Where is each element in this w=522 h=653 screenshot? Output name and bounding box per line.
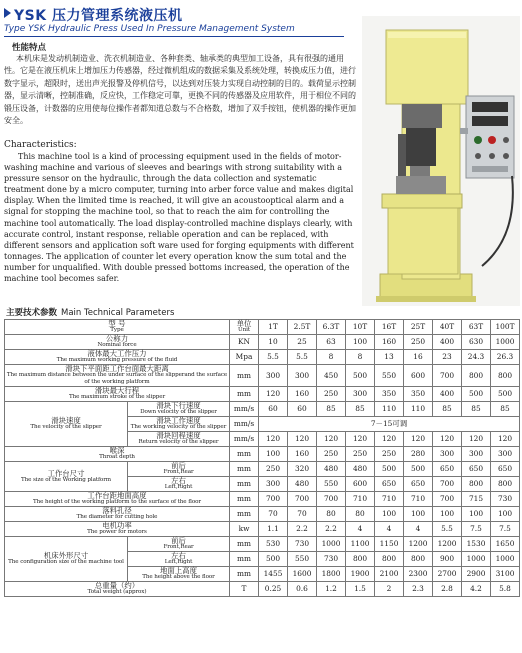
param-label-zh: 滑块工作速度 bbox=[156, 416, 201, 425]
model-header: 6.3T bbox=[317, 320, 346, 335]
value-cell: 7.5 bbox=[462, 522, 491, 537]
value-cell: 4 bbox=[404, 522, 433, 537]
value-cell: 730 bbox=[288, 537, 317, 552]
value-cell: 800 bbox=[404, 552, 433, 567]
table-row bbox=[5, 387, 520, 402]
title-divider bbox=[4, 36, 344, 37]
value-cell: 400 bbox=[433, 387, 462, 402]
tech-heading-zh: 主要技术参数 bbox=[6, 308, 58, 318]
value-cell: 120 bbox=[317, 432, 346, 447]
value-cell: 0.6 bbox=[288, 582, 317, 597]
value-cell: 1200 bbox=[433, 537, 462, 552]
param-label-en: The height of the working platform to the surface of the floor bbox=[33, 499, 201, 505]
value-cell: 120 bbox=[375, 432, 404, 447]
value-cell: 5.5 bbox=[259, 350, 288, 365]
value-cell: 650 bbox=[462, 462, 491, 477]
value-cell: 700 bbox=[317, 492, 346, 507]
features-heading: 性能特点 bbox=[12, 43, 47, 53]
value-cell: 0.25 bbox=[259, 582, 288, 597]
value-cell: 1455 bbox=[259, 567, 288, 582]
value-cell: 650 bbox=[375, 477, 404, 492]
value-cell: 160 bbox=[375, 335, 404, 350]
value-cell: 250 bbox=[404, 335, 433, 350]
value-cell: 250 bbox=[259, 462, 288, 477]
type-header-en: Type bbox=[110, 327, 124, 333]
value-cell: 110 bbox=[404, 402, 433, 417]
model-header: 40T bbox=[433, 320, 462, 335]
param-label-en: Front,Rear bbox=[163, 544, 194, 550]
value-cell: 7.5 bbox=[491, 522, 520, 537]
value-cell: 80 bbox=[346, 507, 375, 522]
unit-cell: mm bbox=[230, 477, 259, 492]
unit-cell: T bbox=[230, 582, 259, 597]
table-row bbox=[5, 402, 520, 417]
value-cell: 1.2 bbox=[317, 582, 346, 597]
value-cell: 100 bbox=[433, 507, 462, 522]
value-cell: 1000 bbox=[491, 335, 520, 350]
value-cell: 1100 bbox=[346, 537, 375, 552]
param-label bbox=[127, 552, 229, 567]
value-cell: 2.3 bbox=[404, 582, 433, 597]
value-cell: 450 bbox=[317, 365, 346, 387]
value-cell: 550 bbox=[375, 365, 404, 387]
param-label-en: Total weight (approx) bbox=[87, 589, 147, 595]
param-label-zh: 左右 bbox=[171, 551, 186, 560]
value-cell: 800 bbox=[375, 552, 404, 567]
value-cell: 26.3 bbox=[491, 350, 520, 365]
value-cell: 85 bbox=[491, 402, 520, 417]
characteristics-heading: Characteristics: bbox=[4, 140, 77, 150]
value-cell: 500 bbox=[375, 462, 404, 477]
value-cell: 500 bbox=[404, 462, 433, 477]
value-cell: 80 bbox=[317, 507, 346, 522]
value-cell: 100 bbox=[462, 507, 491, 522]
unit-cell: mm bbox=[230, 387, 259, 402]
group-label-en: The configuration size of the machine tool bbox=[8, 559, 124, 565]
value-cell: 110 bbox=[375, 402, 404, 417]
value-cell: 8 bbox=[317, 350, 346, 365]
value-cell: 1.1 bbox=[259, 522, 288, 537]
value-cell: 700 bbox=[433, 492, 462, 507]
value-cell: 2 bbox=[375, 582, 404, 597]
title-marker-icon bbox=[4, 8, 11, 18]
span-value-cell: 7－15可调 bbox=[259, 417, 520, 432]
value-cell: 250 bbox=[375, 447, 404, 462]
value-cell: 120 bbox=[288, 432, 317, 447]
param-label-zh: 滑块回程速度 bbox=[156, 431, 201, 440]
value-cell: 800 bbox=[491, 365, 520, 387]
unit-cell: mm bbox=[230, 537, 259, 552]
group-label-en: The velocity of the slipper bbox=[30, 424, 102, 430]
value-cell: 800 bbox=[491, 477, 520, 492]
unit-cell: Mpa bbox=[230, 350, 259, 365]
param-label bbox=[127, 402, 229, 417]
param-label bbox=[5, 335, 230, 350]
value-cell: 2100 bbox=[375, 567, 404, 582]
param-label bbox=[127, 417, 229, 432]
model-header: 100T bbox=[491, 320, 520, 335]
value-cell: 480 bbox=[317, 462, 346, 477]
value-cell: 550 bbox=[317, 477, 346, 492]
table-row bbox=[5, 350, 520, 365]
value-cell: 2700 bbox=[433, 567, 462, 582]
value-cell: 25 bbox=[288, 335, 317, 350]
param-label-zh: 滑块最大行程 bbox=[94, 386, 140, 395]
value-cell: 300 bbox=[288, 365, 317, 387]
table-row bbox=[5, 365, 520, 387]
table-row bbox=[5, 447, 520, 462]
value-cell: 160 bbox=[288, 447, 317, 462]
tech-heading-en: Main Technical Parameters bbox=[61, 308, 175, 318]
param-label-en: Return velocity of the slipper bbox=[138, 439, 219, 445]
value-cell: 250 bbox=[317, 387, 346, 402]
value-cell: 480 bbox=[288, 477, 317, 492]
param-label-zh: 地面上高度 bbox=[160, 566, 197, 575]
param-label bbox=[5, 447, 230, 462]
unit-cell: kw bbox=[230, 522, 259, 537]
spec-table bbox=[4, 319, 520, 597]
unit-cell: mm bbox=[230, 492, 259, 507]
group-label-zh: 工作台尺寸 bbox=[47, 468, 85, 478]
param-label-en: The power for motors bbox=[87, 529, 147, 535]
unit-cell: mm bbox=[230, 365, 259, 387]
type-header-zh: 型 号 bbox=[108, 319, 126, 328]
features-text-en: This machine tool is a kind of processing equipment used in the fields of motor-washing machine and various of sleeves and bearings with strong suitability with a pressure sensor on the hydraulic, through the data collection and systematic treatment done by a micro computer, turning into arber force value and makes digital display. When the limited time is reached, it will give an acoustooptical alarm and a signal for stopping the machine tool, so that to reach the aim for controlling the machine tool automatically. The load display-controlled machine displays clearly, with accurate control, instant response, reliable operation and can be replaced, with different sensors and application soft ware used for forging equipments with different tonnages. The application of counter let every operation know the sum total and the number for unqualified. With double pressed bottoms increased, the operation of the machine tool becomes safer. bbox=[4, 152, 354, 284]
value-cell: 350 bbox=[375, 387, 404, 402]
value-cell: 2.8 bbox=[433, 582, 462, 597]
param-label bbox=[127, 567, 229, 582]
value-cell: 2.2 bbox=[288, 522, 317, 537]
unit-cell: mm/s bbox=[230, 402, 259, 417]
value-cell: 1530 bbox=[462, 537, 491, 552]
value-cell: 650 bbox=[491, 462, 520, 477]
value-cell: 2900 bbox=[462, 567, 491, 582]
value-cell: 100 bbox=[404, 507, 433, 522]
value-cell: 1000 bbox=[491, 552, 520, 567]
group-label-zh: 滑块速度 bbox=[51, 416, 81, 425]
value-cell: 500 bbox=[491, 387, 520, 402]
value-cell: 70 bbox=[259, 507, 288, 522]
features-text-zh: 本机床是发动机制造业、洗衣机制造业、各种套类、轴承类的典型加工设备，具有很强的通用性。它是在液压机床上增加压力传感器，经过微机组成的数据采集及系统处理，转换成压力值，进行数字显示，超限时，送出声光报警及停机信号，以达到对压装力实现自动控制的目的。载荷显示控制器，显示清晰，控制准确，反应快，工作稳定可靠，更换不同的传感器及应用软件，用于相位不同的锻压设备，计数器的应用使每位操作者都知道总数与不合格数，增加了双手按钮，使机器的操作更加安全。 bbox=[4, 54, 356, 126]
value-cell: 1000 bbox=[462, 552, 491, 567]
table-row bbox=[5, 522, 520, 537]
value-cell: 24.3 bbox=[462, 350, 491, 365]
param-label-en: The working velocity of the slipper bbox=[130, 424, 227, 430]
param-label-en: The height above the floor bbox=[142, 574, 215, 580]
param-label-zh: 工作台距地面高度 bbox=[87, 491, 147, 500]
value-cell: 530 bbox=[259, 537, 288, 552]
value-cell: 715 bbox=[462, 492, 491, 507]
value-cell: 8 bbox=[346, 350, 375, 365]
param-label-zh: 公称力 bbox=[105, 334, 129, 343]
value-cell: 500 bbox=[462, 387, 491, 402]
value-cell: 23 bbox=[433, 350, 462, 365]
value-cell: 10 bbox=[259, 335, 288, 350]
unit-cell: KN bbox=[230, 335, 259, 350]
value-cell: 1650 bbox=[491, 537, 520, 552]
param-label-zh: 喉深 bbox=[109, 446, 125, 455]
value-cell: 300 bbox=[346, 387, 375, 402]
value-cell: 800 bbox=[462, 365, 491, 387]
page-subtitle: Type YSK Hydraulic Press Used In Pressure Management System bbox=[4, 24, 295, 34]
value-cell: 500 bbox=[259, 552, 288, 567]
value-cell: 1000 bbox=[317, 537, 346, 552]
value-cell: 120 bbox=[404, 432, 433, 447]
value-cell: 160 bbox=[288, 387, 317, 402]
unit-header-zh: 单位 bbox=[236, 319, 252, 328]
param-label-zh: 前后 bbox=[171, 461, 186, 470]
value-cell: 5.5 bbox=[288, 350, 317, 365]
model-header: 63T bbox=[462, 320, 491, 335]
value-cell: 500 bbox=[346, 365, 375, 387]
param-label-en: Left,Right bbox=[164, 559, 193, 565]
model-header: 1T bbox=[259, 320, 288, 335]
value-cell: 5.5 bbox=[433, 522, 462, 537]
value-cell: 1150 bbox=[375, 537, 404, 552]
param-label-en: The maximum stroke of the slipper bbox=[68, 394, 166, 400]
table-row bbox=[5, 507, 520, 522]
table-row bbox=[5, 462, 520, 477]
param-label-en: Front,Rear bbox=[163, 469, 194, 475]
value-cell: 120 bbox=[259, 387, 288, 402]
param-label bbox=[127, 432, 229, 447]
param-label-en: Throat depth bbox=[99, 454, 135, 460]
value-cell: 1.5 bbox=[346, 582, 375, 597]
value-cell: 300 bbox=[259, 477, 288, 492]
value-cell: 320 bbox=[288, 462, 317, 477]
table-row bbox=[5, 492, 520, 507]
param-label bbox=[5, 522, 230, 537]
value-cell: 1900 bbox=[346, 567, 375, 582]
param-label-zh: 电机功率 bbox=[102, 521, 132, 530]
value-cell: 250 bbox=[317, 447, 346, 462]
type-header bbox=[5, 320, 230, 335]
group-label bbox=[5, 462, 128, 492]
unit-cell: mm bbox=[230, 447, 259, 462]
value-cell: 900 bbox=[433, 552, 462, 567]
value-cell: 350 bbox=[404, 387, 433, 402]
param-label-zh: 液体最大工作压力 bbox=[87, 349, 147, 358]
model-header: 16T bbox=[375, 320, 404, 335]
param-label bbox=[5, 582, 230, 597]
value-cell: 4 bbox=[346, 522, 375, 537]
value-cell: 1800 bbox=[317, 567, 346, 582]
value-cell: 730 bbox=[317, 552, 346, 567]
param-label-en: Down velocity of the slipper bbox=[140, 409, 217, 415]
unit-cell: mm bbox=[230, 462, 259, 477]
value-cell: 300 bbox=[491, 447, 520, 462]
value-cell: 600 bbox=[404, 365, 433, 387]
value-cell: 400 bbox=[433, 335, 462, 350]
value-cell: 280 bbox=[404, 447, 433, 462]
value-cell: 1600 bbox=[288, 567, 317, 582]
param-label-en: The diameter for cutting hole bbox=[76, 514, 158, 520]
value-cell: 650 bbox=[433, 462, 462, 477]
value-cell: 70 bbox=[288, 507, 317, 522]
group-label-en: The size of the Working platform bbox=[20, 476, 111, 483]
param-label bbox=[5, 492, 230, 507]
value-cell: 4 bbox=[375, 522, 404, 537]
group-label-zh: 机床外形尺寸 bbox=[43, 551, 89, 560]
value-cell: 700 bbox=[433, 365, 462, 387]
value-cell: 710 bbox=[346, 492, 375, 507]
param-label-zh: 总重量（约） bbox=[94, 581, 140, 590]
unit-cell: mm bbox=[230, 507, 259, 522]
value-cell: 100 bbox=[375, 507, 404, 522]
param-label bbox=[5, 365, 230, 387]
table-row bbox=[5, 335, 520, 350]
unit-header-en: Unit bbox=[238, 327, 250, 333]
value-cell: 85 bbox=[462, 402, 491, 417]
value-cell: 120 bbox=[433, 432, 462, 447]
group-label bbox=[5, 537, 128, 582]
param-label-en: The maximum distance between the under surface of the slipperand the surface of the working platform bbox=[6, 372, 228, 385]
unit-cell: mm/s bbox=[230, 432, 259, 447]
value-cell: 710 bbox=[404, 492, 433, 507]
value-cell: 100 bbox=[259, 447, 288, 462]
page-title: YSK 压力管理系统液压机 bbox=[14, 8, 183, 24]
value-cell: 800 bbox=[462, 477, 491, 492]
value-cell: 63 bbox=[317, 335, 346, 350]
unit-header bbox=[230, 320, 259, 335]
table-row bbox=[5, 582, 520, 597]
unit-cell: mm bbox=[230, 567, 259, 582]
param-label-zh: 滑块下行速度 bbox=[156, 401, 201, 410]
hydraulic-press-photo bbox=[362, 16, 520, 306]
unit-cell: mm bbox=[230, 552, 259, 567]
value-cell: 630 bbox=[462, 335, 491, 350]
value-cell: 300 bbox=[462, 447, 491, 462]
param-label bbox=[5, 507, 230, 522]
model-header: 10T bbox=[346, 320, 375, 335]
value-cell: 13 bbox=[375, 350, 404, 365]
value-cell: 550 bbox=[288, 552, 317, 567]
value-cell: 1200 bbox=[404, 537, 433, 552]
value-cell: 85 bbox=[346, 402, 375, 417]
model-header: 2.5T bbox=[288, 320, 317, 335]
value-cell: 85 bbox=[433, 402, 462, 417]
value-cell: 120 bbox=[346, 432, 375, 447]
tech-heading bbox=[6, 306, 174, 318]
value-cell: 800 bbox=[346, 552, 375, 567]
param-label bbox=[5, 350, 230, 365]
param-label-en: Left,Right bbox=[164, 484, 193, 490]
table-row bbox=[5, 537, 520, 552]
value-cell: 2300 bbox=[404, 567, 433, 582]
value-cell: 120 bbox=[491, 432, 520, 447]
param-label-zh: 前后 bbox=[171, 536, 186, 545]
value-cell: 4.2 bbox=[462, 582, 491, 597]
value-cell: 700 bbox=[288, 492, 317, 507]
value-cell: 100 bbox=[346, 335, 375, 350]
param-label-en: Nominal force bbox=[97, 342, 137, 348]
param-label-zh: 落料孔径 bbox=[102, 506, 132, 515]
value-cell: 2.2 bbox=[317, 522, 346, 537]
value-cell: 3100 bbox=[491, 567, 520, 582]
value-cell: 300 bbox=[259, 365, 288, 387]
value-cell: 700 bbox=[259, 492, 288, 507]
value-cell: 250 bbox=[346, 447, 375, 462]
value-cell: 16 bbox=[404, 350, 433, 365]
model-header: 25T bbox=[404, 320, 433, 335]
value-cell: 100 bbox=[491, 507, 520, 522]
value-cell: 85 bbox=[317, 402, 346, 417]
value-cell: 120 bbox=[462, 432, 491, 447]
value-cell: 60 bbox=[288, 402, 317, 417]
value-cell: 730 bbox=[491, 492, 520, 507]
value-cell: 710 bbox=[375, 492, 404, 507]
value-cell: 650 bbox=[404, 477, 433, 492]
value-cell: 5.8 bbox=[491, 582, 520, 597]
param-label-zh: 左右 bbox=[171, 476, 186, 485]
value-cell: 700 bbox=[433, 477, 462, 492]
value-cell: 120 bbox=[259, 432, 288, 447]
param-label-en: The maximum working pressure of the fluid bbox=[56, 357, 178, 363]
param-label bbox=[127, 477, 229, 492]
value-cell: 480 bbox=[346, 462, 375, 477]
group-label bbox=[5, 402, 128, 447]
value-cell: 300 bbox=[433, 447, 462, 462]
value-cell: 600 bbox=[346, 477, 375, 492]
param-label bbox=[127, 537, 229, 552]
param-label bbox=[127, 462, 229, 477]
param-label-zh: 滑块下平面距工作台面最大距离 bbox=[65, 364, 169, 373]
unit-cell: mm/s bbox=[230, 417, 259, 432]
param-label bbox=[5, 387, 230, 402]
value-cell: 60 bbox=[259, 402, 288, 417]
table-header-row bbox=[5, 320, 520, 335]
